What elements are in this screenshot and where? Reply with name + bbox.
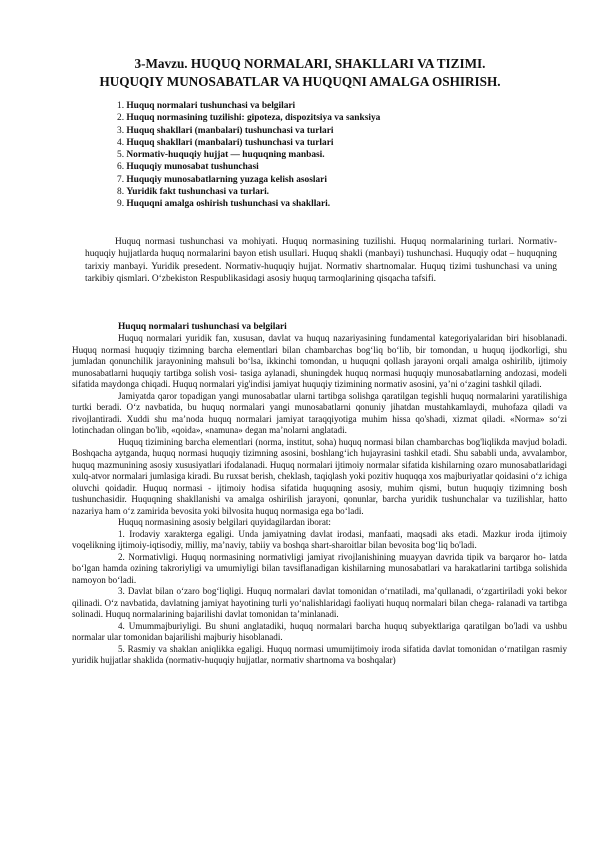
body-paragraph: 3. Davlat bilan o‘zaro bog‘liqligi. Huquq normalari davlat tomonidan o‘rnatiladi, ma’qullanadi, o‘zgartiriladi yoki bekor qilinadi. O‘z navbatida, davlatning jamiyat hayotining turli yo‘nalishlaridagi faoliyati huquq normalari bilan chega- ralanadi va tartibga solinadi. Huquq normalarining bajarilishi davlat tomonidan ta’minlanadi. <box>72 586 567 620</box>
outline-item: 4. Huquq shakllari (manbalari) tushunchasi va turlari <box>117 137 334 148</box>
body-paragraph: 2. Normativligi. Huquq normasining normativligi jamiyat rivojlanishining muayyan davrida tipik va barqaror ho- latda bo‘lgan hamda ozining takroriyligi va umumiyligi bilan tavsiflanadigan kishilarning munosabatlari va harakatlarini tartibga solishida namoyon bo‘ladi. <box>72 551 567 585</box>
outline-item: 8. Yuridik fakt tushunchasi va turlari. <box>117 187 270 198</box>
document-title-line-2: HUQUQIY MUNOSABATLAR VA HUQUQNI AMALGA OSHIRISH. <box>99 74 501 89</box>
topic-outline-list <box>117 100 380 211</box>
outline-item: 2. Huquq normasining tuzilishi: gipoteza, dispozitsiya va sanksiya <box>117 113 381 124</box>
document-title-line-1: 3-Mavzu. HUQUQ NORMALARI, SHAKLLARI VA TIZIMI. <box>134 56 486 71</box>
body-paragraph: 4. Umummajburiyligi. Bu shuni anglatadiki, huquq normalari barcha huquq subyektlariga qaratilgan bo'ladi va ushbu normalar ular tomonidan bajarilishi majburiy hisoblanadi. <box>72 620 567 643</box>
outline-item: 9. Huquqni amalga oshirish tushunchasi va shakllari. <box>117 199 331 210</box>
outline-item: 7. Huquqiy munosabatlarning yuzaga kelish asoslari <box>117 174 327 185</box>
outline-item: 3. Huquq shakllari (manbalari) tushunchasi va turlari <box>117 125 334 136</box>
body-paragraph: 5. Rasmiy va shaklan aniqlikka egaligi. Huquq normasi umumijtimoiy iroda sifatida davlat tomonidan o‘rnatilgan rasmiy yuridik hujjatlar shaklida (normativ-huquqiy hujjatlar, normativ shartnoma va boshqalar) <box>72 643 567 666</box>
body-paragraph: Jamiyatda qaror topadigan yangi munosabatlar ularni tartibga solishga qaratilgan tegishli huquq normalarini yaratilishiga turtki beradi. O‘z navbatida, bu huquq normalari yangi munosabatlarni qonuniy jihatdan mustahkamlaydi, muhofaza qiladi va rivojlantiradi. Xuddi shu ma’noda huquq normalari jamiyat taraqqiyotiga muhim hissa qo'shadi, xizmat qiladi. «Norma» so‘zi lotinchadan olingan bo'lib, «qoida», «namuna» degan ma’nolarni anglatadi. <box>72 390 567 436</box>
body-paragraph: 1. Irodaviy xarakterga egaligi. Unda jamiyatning davlat irodasi, manfaati, maqsadi aks etadi. Mazkur iroda ijtimoiy voqelikning ijtimoiy-iqtisodiy, milliy, ma’naviy, tabiiy va boshqa shart-sharoitlar bilan bevosita bog‘liq bo'ladi. <box>72 528 567 551</box>
section-heading: Huquq normalari tushunchasi va belgilari <box>118 322 287 332</box>
section-body <box>72 321 567 667</box>
outline-item: 1. Huquq normalari tushunchasi va belgilari <box>117 101 296 111</box>
outline-item: 5. Normativ-huquqiy hujjat — huquqning manbasi. <box>117 150 325 161</box>
body-paragraph: Huquq normasining asosiy belgilari quyidagilardan iborat: <box>118 517 331 528</box>
outline-item: 6. Huquqiy munosabat tushunchasi <box>117 162 259 173</box>
intro-paragraph: Huquq normasi tushunchasi va mohiyati. Huquq normasining tuzilishi. Huquq normalarining turlari. Normativ-huquqiy hujjatlarda huquq normalarini bayon etish usullari. Huquq shakli (manbayi) tushunchasi. Huquqiy odat – huquqning tarixiy manbayi. Yuridik presedent. Normativ-huquqiy hujjat. Normativ shartnomalar. Huquq tizimi tushunchasi va uning tarkibiy qismlari. O‘zbekiston Respublikasidagi asosiy huquq tarmoqlarining qisqacha tafsifi. <box>85 237 557 285</box>
body-paragraph: Huquq normalari yuridik fan, xususan, davlat va huquq nazariyasining fundamental kategoriyalaridan biri hisoblanadi. Huquq normasi huquqiy tizimning barcha elementlari bilan chambarchas bog‘liq bo‘lib, bir tomondan, u huquq ijodkorligi, shu jumladan qonunchilik jarayonining mahsuli bo‘lsa, ikkinchi tomondan, u huquqni qollash jarayoni orqali amalga oshirilib, ijtimoiy munosabatlarni huquqiy tartibga solish vosi- tasiga aylanadi, shuningdek huquq normasi huquqiy munosabatlarning andozasi, modeli sifatida maydonga chiqadi. Huquq normalari yig'indisi jamiyat huquqiy tizimining normativ asosini, ya’ni o‘zagini tashkil qiladi. <box>72 333 567 390</box>
body-paragraph: Huquq tizimining barcha elementlari (norma, institut, soha) huquq normasi bilan chambarchas bog'liqlikda mavjud boladi. Boshqacha aytganda, huquq normasi huquqiy tizimning asosini, boshlang‘ich hujayrasini tashkil etadi. Shu sababli unda, avvalambor, huquq mazmunining asosiy xususiyatlari ifodalanadi. Huquq normalari ijtimoiy normalar sifatida kishilarning ozaro munosabatlaridagi xulq-atvor normalari jumlasiga kiradi. Bu ruxsat berish, cheklash, taqiqlash yoki pozitiv huquqqa xos majburiyatlar qoidasini o‘z ichiga oluvchi qoidadir. Huquq normasi - ijtimoiy hodisa sifatida huquqning asosiy, muhim qismi, butun huquqiy tizimning bosh tushunchasidir. Huquqning shakllanishi va amalga oshirilish jarayoni, qonunlar, barcha yuridik tushunchalar va tuzilishlar, hatto nazariya ham o‘z zamirida bevosita yoki bilvosita huquq normasiga ega bo‘ladi. <box>72 436 567 516</box>
